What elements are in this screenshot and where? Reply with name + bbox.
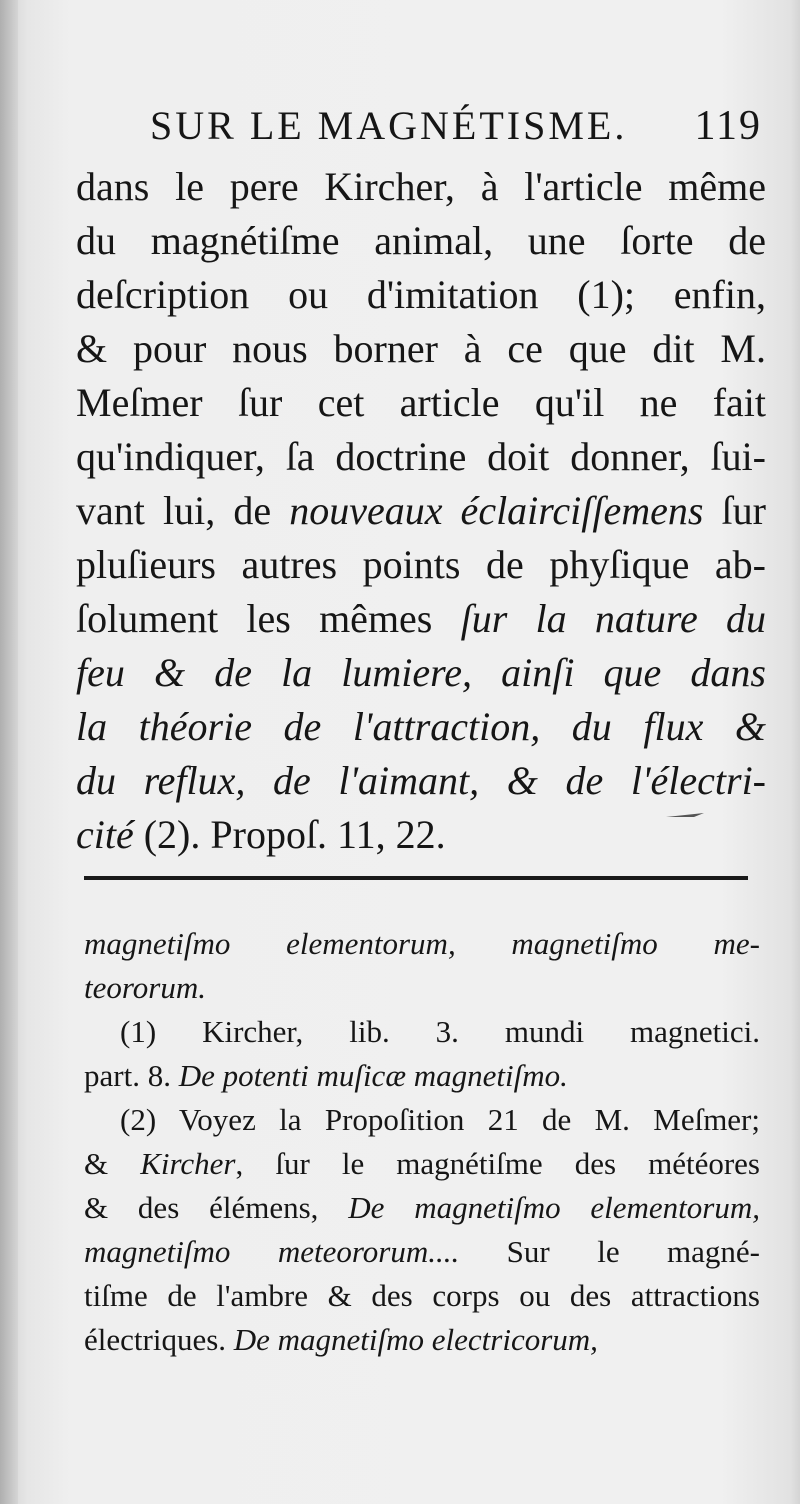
text-run: électriques.	[84, 1322, 234, 1357]
italic-run: ſur la nature du	[460, 596, 766, 641]
text-run: &	[84, 1146, 141, 1181]
footnote-2-line	[84, 1318, 760, 1362]
text-line: pluſieurs autres points de phyſique ab-	[76, 542, 766, 587]
text-line: deſcription ou d'imitation (1); enfin,	[76, 272, 766, 317]
footnote-2-line	[84, 1142, 760, 1186]
text-run: Sur le magné-	[459, 1234, 760, 1269]
text-line: dans le pere Kircher, à l'article même	[76, 164, 766, 209]
italic-run: De potenti muſicæ magnetiſmo.	[178, 1058, 568, 1093]
footnote-1-line	[84, 1054, 760, 1098]
italic-run: feu & de la lumiere, ainſi que dans	[76, 650, 766, 695]
text-run: & des élémens,	[84, 1190, 349, 1225]
page-number: 119	[694, 103, 762, 149]
text-line	[76, 592, 766, 646]
italic-run: la théorie de l'attraction, du flux &	[76, 704, 766, 749]
text-run: vant lui, de	[76, 488, 290, 533]
italic-run: nouveaux éclairciſſemens	[289, 488, 704, 533]
text-line	[76, 646, 766, 700]
footnote-line	[84, 922, 760, 966]
text-line: qu'indiquer, ſa doctrine doit donner, ſui-	[76, 434, 766, 479]
footnote-2-line: (2) Voyez la Propoſition 21 de M. Meſmer;	[120, 1102, 760, 1137]
text-line: du magnétiſme animal, une ſorte de	[76, 218, 766, 263]
italic-run: du reflux, de l'aimant, & de l'électri-	[76, 758, 766, 803]
main-text-block	[76, 160, 766, 862]
italic-run: De magnetiſmo electricorum,	[233, 1322, 598, 1357]
ink-mark	[664, 810, 708, 820]
text-line	[76, 700, 766, 754]
text-line	[76, 484, 766, 538]
footnote-2-line: tiſme de l'ambre & des corps ou des attractions	[84, 1278, 760, 1313]
running-head-title: SUR LE MAGNÉTISME.	[150, 103, 628, 148]
page-gutter-shadow	[0, 0, 18, 1504]
text-line: & pour nous borner à ce que dit M.	[76, 326, 766, 371]
text-run: ſur	[703, 488, 766, 533]
running-head	[150, 96, 770, 156]
italic-run: Kircher	[140, 1146, 236, 1181]
footnote-2-line	[84, 1186, 760, 1230]
footnote-line	[84, 966, 760, 1010]
footnotes-block	[84, 922, 760, 1362]
italic-run: cité	[76, 812, 134, 857]
footnote-2-line	[84, 1230, 760, 1274]
text-run: part. 8.	[84, 1058, 179, 1093]
text-run: , ſur le magnétiſme des météores	[235, 1146, 760, 1181]
text-run: ſolument les mêmes	[76, 596, 461, 641]
text-line	[76, 754, 766, 808]
footnote-rule	[84, 876, 748, 880]
footnote-1-line: (1) Kircher, lib. 3. mundi magnetici.	[120, 1014, 760, 1049]
italic-run: teororum.	[84, 970, 206, 1005]
italic-run: magnetiſmo meteororum....	[84, 1234, 460, 1269]
text-line	[76, 808, 766, 862]
text-line: Meſmer ſur cet article qu'il ne fait	[76, 380, 766, 425]
text-run: (2). Propoſ. 11, 22.	[133, 812, 446, 857]
italic-run: magnetiſmo elementorum, magnetiſmo me-	[84, 926, 760, 961]
italic-run: De magnetiſmo elementorum,	[348, 1190, 760, 1225]
